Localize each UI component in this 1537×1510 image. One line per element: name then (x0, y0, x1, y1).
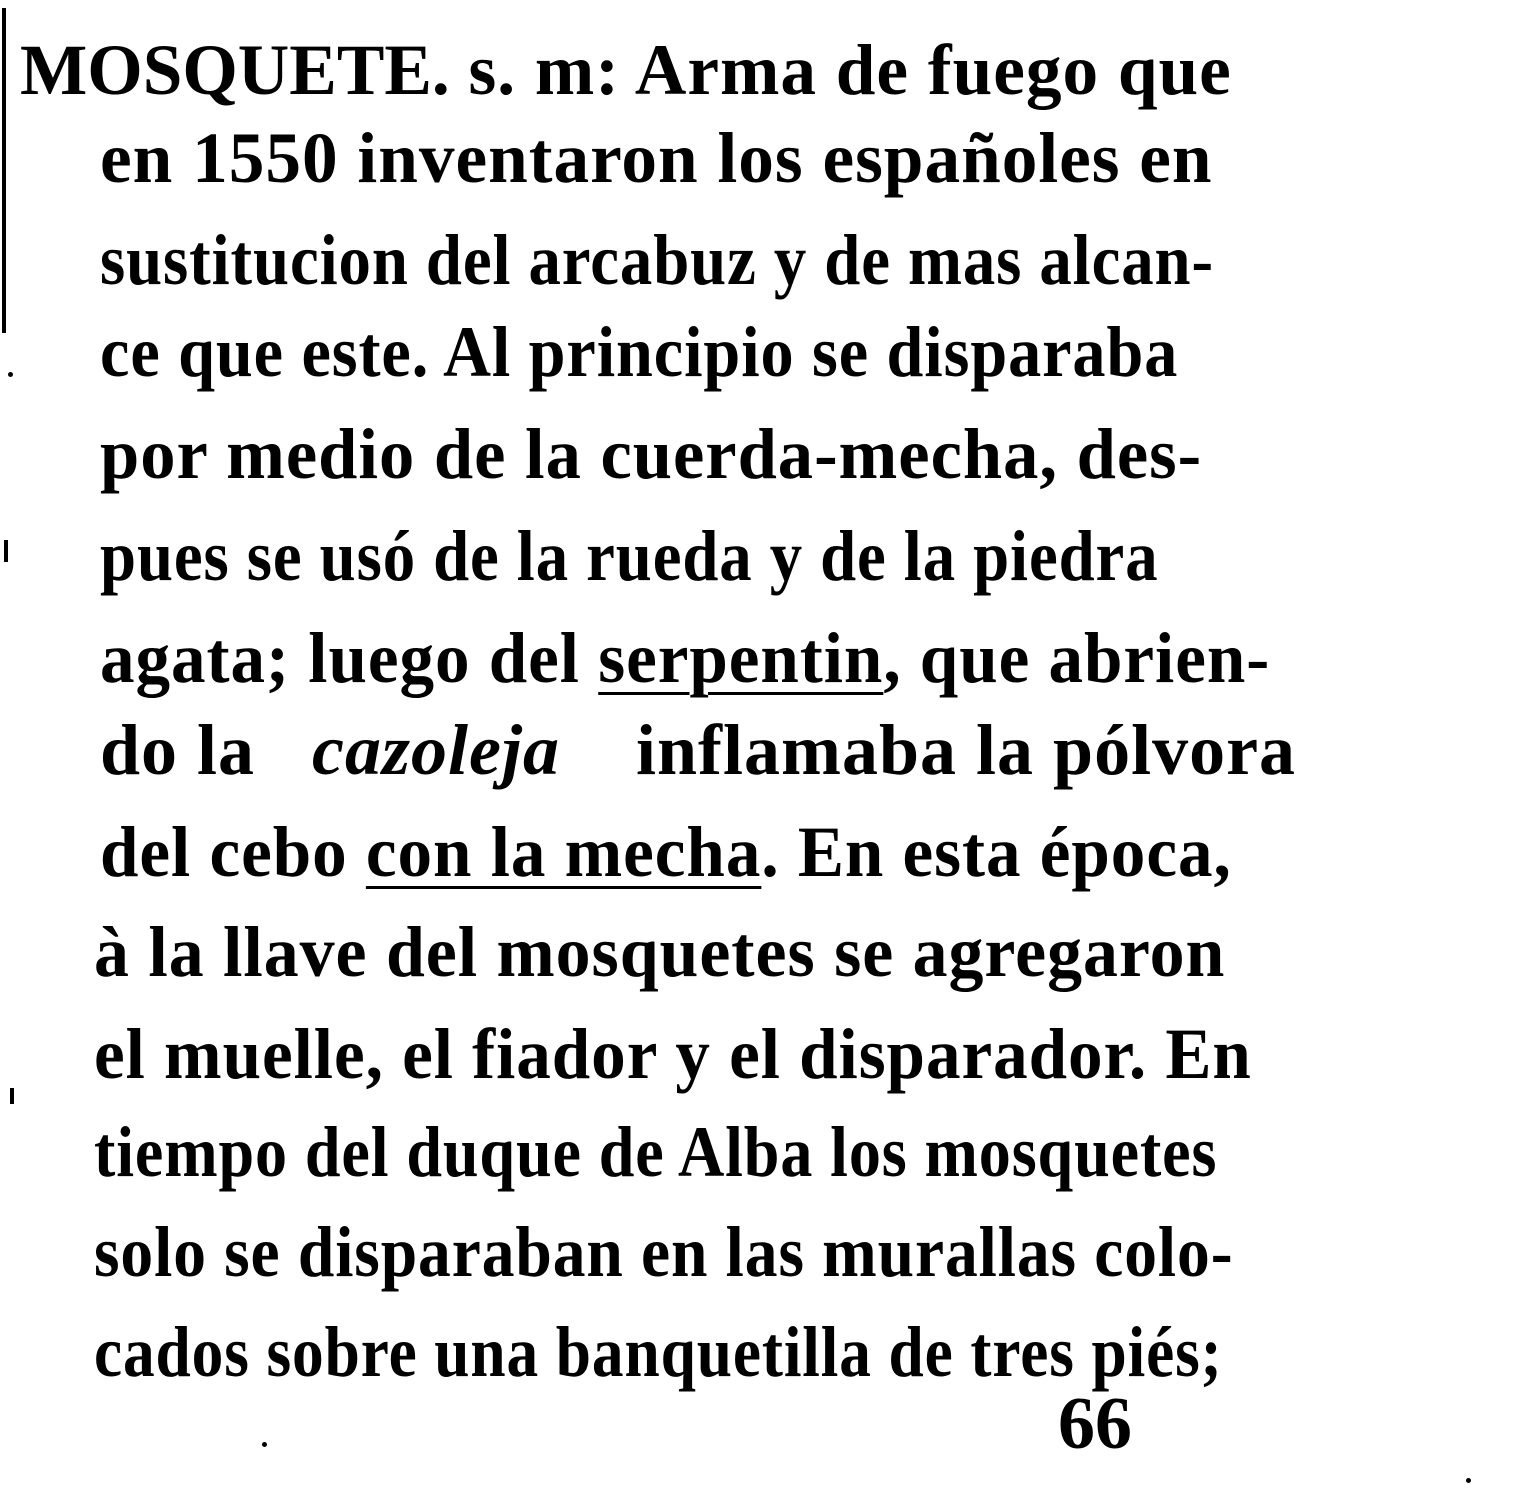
text-segment: do la (100, 710, 256, 790)
underlined-word-serpentin: serpentin (598, 618, 884, 698)
underlined-phrase-con-la-mecha: con la mecha (365, 812, 762, 892)
text-line-7 (100, 614, 1270, 702)
italic-word-cazoleja: cazoleja (312, 710, 560, 790)
text-line-10: à la llave del mosquetes se agregaron (94, 912, 1226, 992)
speck (1466, 1478, 1471, 1483)
definition-start: Arma de fuego que (634, 30, 1232, 110)
speck (262, 1442, 267, 1447)
text-segment: . En esta época, (761, 812, 1232, 892)
margin-dot (8, 372, 13, 377)
text-line-12: tiempo del duque de Alba los mosquetes (94, 1112, 1218, 1192)
text-line-8 (100, 706, 1296, 794)
text-line-5: por medio de la cuerda-mecha, des- (100, 414, 1203, 494)
headword: MOSQUETE. (20, 30, 450, 110)
grammar-label: s. m: (468, 30, 621, 110)
text-line-3: sustitucion del arcabuz y de mas alcan- (100, 220, 1214, 300)
text-segment: del cebo (100, 812, 348, 892)
text-line-14: cados sobre una banquetilla de tres piés; (94, 1312, 1223, 1392)
text-line-2: en 1550 inventaron los españoles en (100, 118, 1213, 198)
text-line-13: solo se disparaban en las murallas colo- (94, 1212, 1234, 1292)
text-line-6: pues se usó de la rueda y de la piedra (100, 516, 1159, 596)
page-number: 66 (1058, 1383, 1132, 1465)
margin-mark (10, 1088, 14, 1104)
text-line-9 (100, 808, 1232, 896)
text-segment: inflamaba la pólvora (636, 710, 1297, 790)
text-line-11: el muelle, el fiador y el disparador. En (94, 1014, 1252, 1094)
text-segment: agata; luego del (100, 618, 580, 698)
text-line-1 (20, 26, 1232, 114)
margin-mark (4, 540, 8, 562)
text-line-4: ce que este. Al principio se disparaba (100, 312, 1179, 392)
text-segment: , que abrien- (883, 618, 1271, 698)
left-margin-rule (2, 8, 6, 333)
